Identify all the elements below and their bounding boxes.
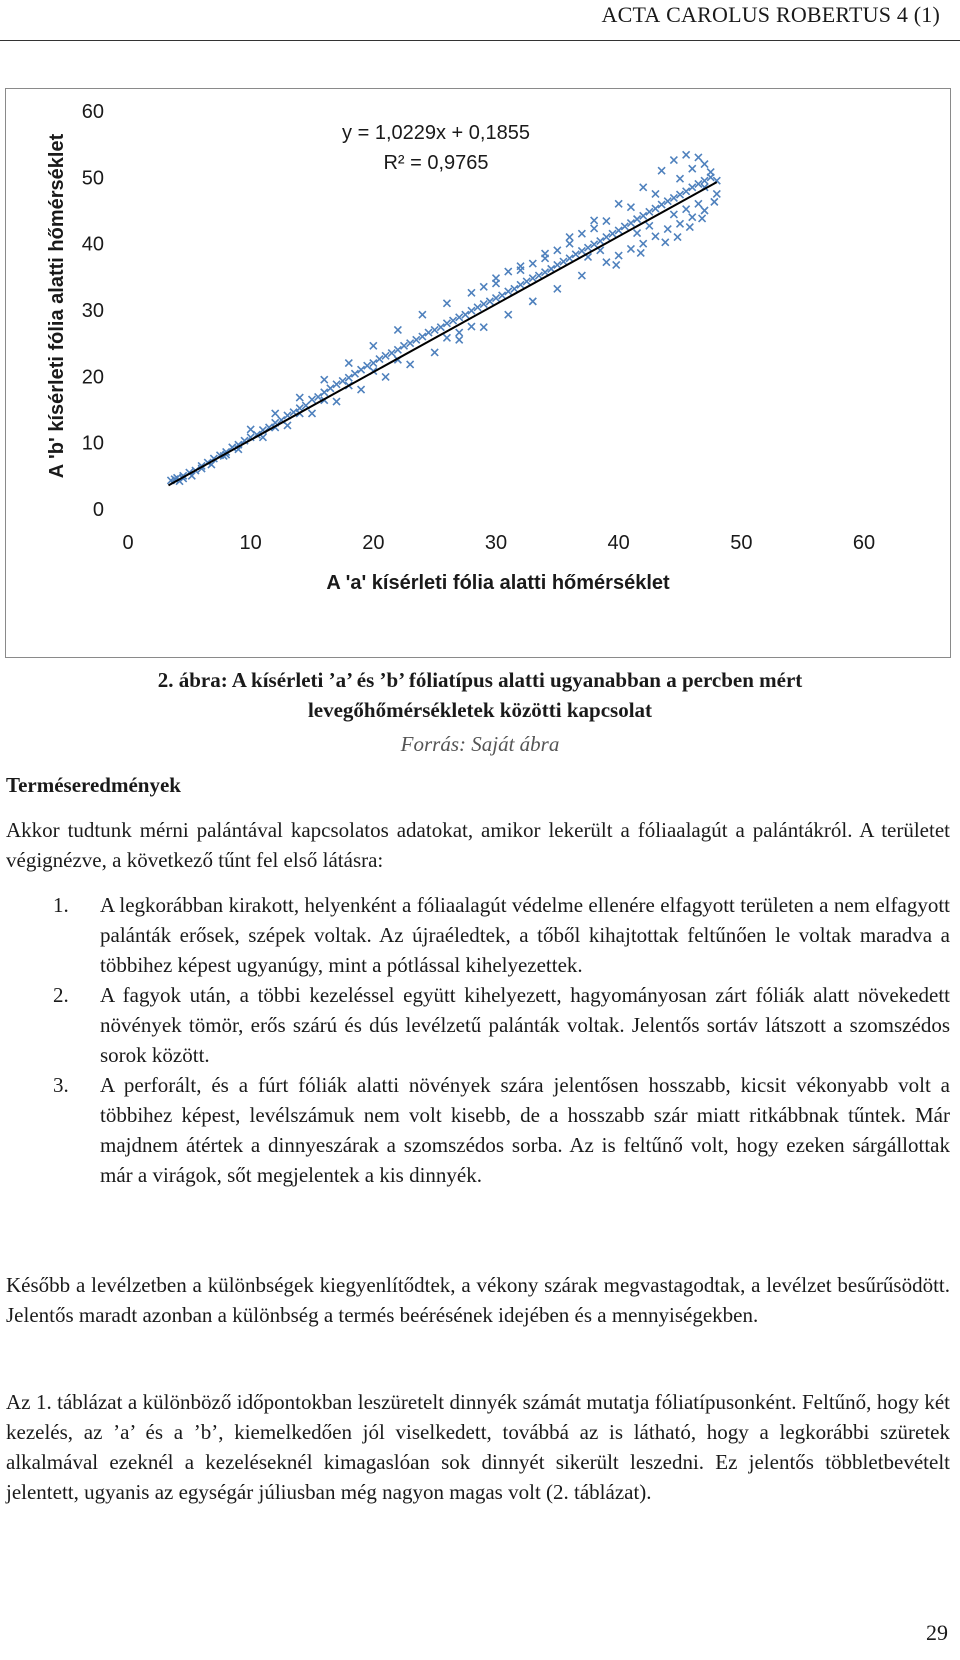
data-point	[640, 184, 647, 191]
data-point	[621, 223, 628, 230]
data-point	[713, 190, 720, 197]
data-point	[327, 385, 334, 392]
running-header	[602, 2, 941, 28]
data-point	[640, 240, 647, 247]
data-point	[686, 224, 693, 231]
page-number: 29	[926, 1620, 948, 1645]
scatter-chart	[6, 89, 950, 657]
data-point	[683, 188, 690, 195]
data-point	[658, 201, 665, 208]
data-point	[634, 230, 641, 237]
data-point	[321, 389, 328, 396]
x-axis-label: A 'a' kísérleti fólia alatti hőmérséklet	[326, 572, 670, 594]
list-number: 2.	[53, 983, 69, 1007]
x-tick-label: 20	[362, 532, 385, 554]
list-item	[6, 890, 950, 980]
x-tick-label: 60	[852, 532, 876, 554]
x-tick-label: 0	[122, 532, 134, 554]
header-rule	[0, 40, 960, 41]
journal-name: ACTA CAROLUS ROBERTUS	[601, 2, 892, 27]
data-point	[689, 165, 696, 172]
y-tick-label: 10	[81, 432, 104, 455]
data-point	[585, 244, 592, 251]
paragraph-2: Később a levélzetben a különbségek kiegyenlítődtek, a vékony szárak megvastagodtak, a levélzet besűrűsödött. Jelentős maradt azonban a különbség a termés beérésének idejében és a mennyiségekben.	[6, 1273, 950, 1327]
data-point	[480, 324, 487, 331]
data-point	[407, 361, 414, 368]
caption-line-2: levegőhőmérsékletek közötti kapcsolat	[307, 698, 653, 722]
data-point	[431, 349, 438, 356]
data-point	[505, 311, 512, 318]
data-point	[695, 200, 702, 207]
data-point	[646, 222, 653, 229]
data-point	[419, 333, 426, 340]
list-text: A perforált, és a fúrt fóliák alatti növények szára jelentősen hosszabb, kicsit vékonyabb volt a többihez képest, levélszámuk nem volt kisebb, de a hosszabb szár miatt ritkábbnak tűntek. Már majdnem átértek a dinnyeszárak a szomszédos sorba. Az is feltűnő volt, hogy ezeken sárgállottak már a virágok, sőt megjelentek a kis dinnyék.	[100, 1073, 950, 1187]
data-point	[652, 233, 659, 240]
data-point	[683, 206, 690, 213]
data-point	[615, 252, 622, 259]
data-point	[670, 211, 677, 218]
trendline	[168, 182, 716, 485]
data-point	[419, 311, 426, 318]
data-point	[627, 245, 634, 252]
figure-frame	[5, 88, 951, 658]
data-point	[578, 272, 585, 279]
data-point	[529, 260, 536, 267]
issue-number: 4 (1)	[896, 2, 940, 27]
data-point	[456, 329, 463, 336]
data-point	[658, 167, 665, 174]
y-tick-labels	[82, 101, 104, 521]
data-point	[652, 190, 659, 197]
data-point	[554, 247, 561, 254]
figure-caption	[0, 665, 960, 725]
data-point	[652, 205, 659, 212]
data-point	[689, 184, 696, 191]
r-squared: R² = 0,9765	[383, 152, 489, 174]
x-tick-label: 50	[730, 532, 753, 554]
data-point	[382, 373, 389, 380]
data-point	[627, 204, 634, 211]
paragraph-1: Akkor tudtunk mérni palántával kapcsolatos adatokat, amikor lekerült a fóliaalagút a palántákról. A területet végignézve, a következő tűnt fel első látásra:	[6, 818, 950, 872]
data-point	[634, 216, 641, 223]
data-point	[493, 275, 500, 282]
data-point	[662, 239, 669, 246]
data-point	[677, 220, 684, 227]
data-point	[615, 200, 622, 207]
x-tick-label: 30	[484, 532, 508, 554]
y-tick-label: 40	[81, 233, 104, 256]
trendline-equation: y = 1,0229x + 0,1855	[342, 122, 530, 144]
data-point	[296, 394, 303, 401]
data-point	[689, 214, 696, 221]
y-tick-label: 0	[92, 499, 104, 521]
data-point	[591, 225, 598, 232]
data-point	[505, 268, 512, 275]
data-point	[309, 410, 316, 417]
x-tick-labels	[122, 532, 875, 554]
data-point	[701, 207, 708, 214]
data-point	[711, 198, 718, 205]
data-point	[321, 376, 328, 383]
data-point	[566, 234, 573, 241]
data-point	[345, 360, 352, 367]
data-point	[683, 151, 690, 158]
data-point	[613, 261, 620, 268]
data-point	[677, 175, 684, 182]
observation-list	[6, 890, 950, 1190]
list-item	[6, 980, 950, 1070]
data-point	[284, 422, 291, 429]
section-heading: Terméseredmények	[6, 773, 181, 797]
data-point	[333, 398, 340, 405]
data-point	[456, 336, 463, 343]
y-tick-label: 20	[81, 366, 104, 389]
data-point	[443, 300, 450, 307]
data-point	[578, 230, 585, 237]
data-point	[272, 410, 279, 417]
data-point	[542, 255, 549, 262]
data-point	[603, 218, 610, 225]
data-point	[443, 334, 450, 341]
data-point	[529, 298, 536, 305]
data-point	[670, 157, 677, 164]
data-point	[677, 191, 684, 198]
data-point	[615, 227, 622, 234]
caption-line-1: 2. ábra: A kísérleti ’a’ és ’b’ fóliatípus alatti ugyanabban a percben mért	[157, 668, 803, 692]
data-point	[664, 226, 671, 233]
data-point	[358, 366, 365, 373]
y-tick-label: 60	[81, 101, 104, 123]
data-point	[637, 249, 644, 256]
paragraph-3: Az 1. táblázat a különböző időpontokban leszüretelt dinnyék számát mutatja fóliatípusonként. Feltűnő, hogy két kezelés, az ’a’ és a ’b’, kiemelkedően jól viselkedett, továbbá az is látható, hogy a legkorábbi szüretek alkalmával ezeknél a kezeléseknél kimagaslóan sok dinnyét sikerült leszedni. Ez jelentős többletbevételt jelentett, ugyanis az egységár júliusban még nagyon magas volt (2. táblázat).	[6, 1390, 950, 1504]
data-point	[358, 386, 365, 393]
list-number: 1.	[53, 893, 69, 917]
caption-source: Forrás: Saját ábra	[400, 732, 560, 756]
data-point	[699, 215, 706, 222]
data-point	[640, 212, 647, 219]
data-point	[517, 281, 524, 288]
data-point	[566, 240, 573, 247]
x-tick-label: 40	[607, 532, 630, 554]
data-markers	[167, 151, 720, 484]
y-axis-label: A 'b' kísérleti fólia alatti hőmérséklet	[46, 133, 68, 479]
data-point	[468, 289, 475, 296]
data-point	[707, 169, 714, 176]
y-tick-label: 30	[81, 300, 104, 322]
list-item	[6, 1070, 950, 1190]
data-point	[695, 154, 702, 161]
data-point	[646, 208, 653, 215]
data-point	[247, 426, 254, 433]
data-point	[554, 285, 561, 292]
data-point	[517, 263, 524, 270]
data-point	[394, 326, 401, 333]
data-point	[603, 259, 610, 266]
x-tick-label: 10	[239, 532, 262, 554]
data-point	[674, 234, 681, 241]
data-point	[370, 342, 377, 349]
data-point	[627, 220, 634, 227]
y-tick-label: 50	[81, 167, 104, 190]
data-point	[554, 261, 561, 268]
data-point	[701, 161, 708, 168]
list-text: A fagyok után, a többi kezeléssel együtt kihelyezett, hagyományosan zárt fóliák alatt növekedett növények tömör, erős szárú és dús levélzetű palánták voltak. Jelentős sortáv látszott a szomszédos sorok között.	[100, 983, 950, 1067]
data-point	[591, 217, 598, 224]
data-point	[480, 283, 487, 290]
data-point	[351, 370, 358, 377]
list-number: 3.	[53, 1073, 69, 1097]
data-point	[468, 323, 475, 330]
list-text: A legkorábban kirakott, helyenként a fóliaalagút védelme ellenére elfagyott területen a nem elfagyott palánták erősek, szépek voltak. Az újraéledtek, a tőből kihajtottak feltűnően le voltak maradva a többihez képest ugyanúgy, mint a pótlással kihelyezettek.	[100, 893, 950, 977]
